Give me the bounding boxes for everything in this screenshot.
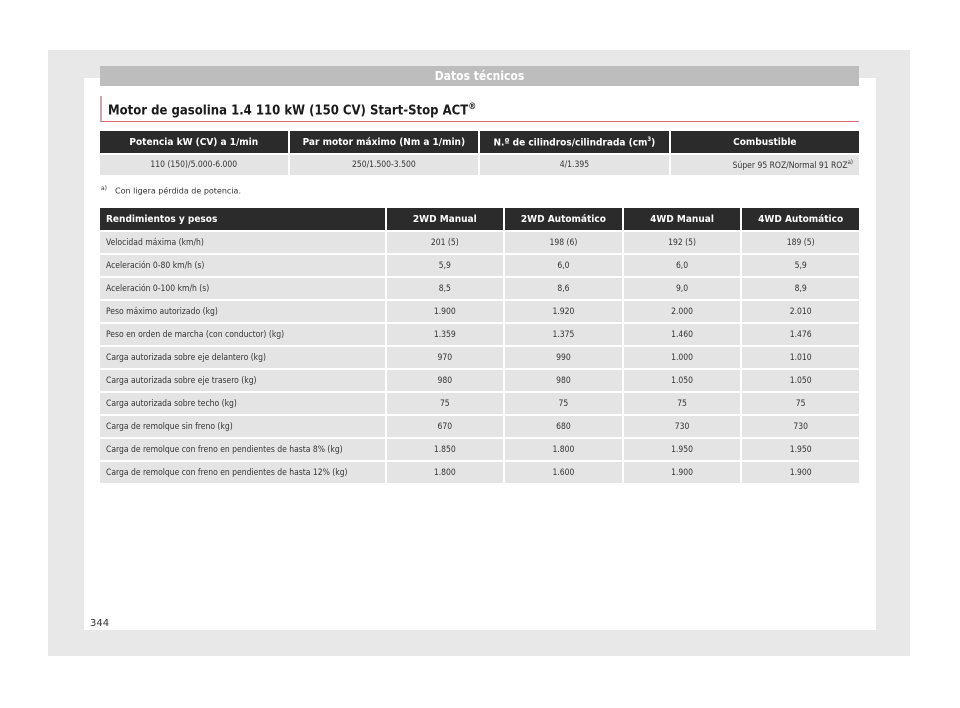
table-body	[100, 232, 859, 483]
table-row	[100, 324, 859, 345]
table-cell: 1.900	[742, 462, 859, 483]
table-cell: 5,9	[742, 255, 859, 276]
column-header-cylinders	[480, 131, 669, 153]
row-label: Carga autorizada sobre techo (kg)	[100, 393, 385, 414]
row-label: Carga autorizada sobre eje delantero (kg)	[100, 347, 385, 368]
table-cell: 1.010	[742, 347, 859, 368]
table-cell: 980	[505, 370, 622, 391]
table-row	[100, 232, 859, 253]
table-row	[100, 416, 859, 437]
performance-weights-table	[98, 206, 861, 485]
footnote-mark: a)	[101, 185, 108, 192]
column-header-4wd-manual: 4WD Manual	[624, 208, 741, 230]
column-header-2wd-auto: 2WD Automático	[505, 208, 622, 230]
table-row	[100, 462, 859, 483]
row-label: Aceleración 0-80 km/h (s)	[100, 255, 385, 276]
table-cell: 1.600	[505, 462, 622, 483]
table-cell: 1.375	[505, 324, 622, 345]
table-cell: 9,0	[624, 278, 741, 299]
table-cell: 8,6	[505, 278, 622, 299]
chapter-header: Datos técnicos	[100, 66, 859, 86]
engine-spec-table	[98, 129, 861, 177]
table-row	[100, 301, 859, 322]
table-cell: 1.800	[505, 439, 622, 460]
footnote	[101, 185, 241, 196]
table-cell: 198 (6)	[505, 232, 622, 253]
table-cell: 1.950	[624, 439, 741, 460]
table-header-row	[100, 131, 859, 153]
column-header-2wd-manual: 2WD Manual	[387, 208, 504, 230]
row-label: Velocidad máxima (km/h)	[100, 232, 385, 253]
column-header-cylinders-text: N.º de cilindros/cilindrada (cm	[493, 137, 648, 149]
fuel-text: Súper 95 ROZ/Normal 91 ROZ	[732, 160, 848, 171]
table-header-row	[100, 208, 859, 230]
table-cell: 1.850	[387, 439, 504, 460]
table-cell: 990	[505, 347, 622, 368]
table-cell: 75	[742, 393, 859, 414]
row-label: Carga autorizada sobre eje trasero (kg)	[100, 370, 385, 391]
row-label: Carga de remolque con freno en pendientes de hasta 8% (kg)	[100, 439, 385, 460]
table-row	[100, 347, 859, 368]
row-label: Peso máximo autorizado (kg)	[100, 301, 385, 322]
table-cell: 1.050	[624, 370, 741, 391]
row-label: Peso en orden de marcha (con conductor) (kg)	[100, 324, 385, 345]
table-cell: 670	[387, 416, 504, 437]
table-cell: 1.460	[624, 324, 741, 345]
table-row	[100, 370, 859, 391]
table-cell: 192 (5)	[624, 232, 741, 253]
section-title	[100, 96, 859, 122]
table-cell: 970	[387, 347, 504, 368]
table-row	[100, 439, 859, 460]
table-cell: 5,9	[387, 255, 504, 276]
table-cell: 4/1.395	[480, 155, 669, 175]
table-cell	[671, 155, 859, 175]
superscript: 3	[647, 135, 652, 143]
table-cell: 1.920	[505, 301, 622, 322]
table-cell: 189 (5)	[742, 232, 859, 253]
table-cell: 980	[387, 370, 504, 391]
table-cell: 1.359	[387, 324, 504, 345]
column-header-fuel: Combustible	[671, 131, 859, 153]
table-cell: 1.950	[742, 439, 859, 460]
table-row	[100, 393, 859, 414]
table-cell: 1.000	[624, 347, 741, 368]
table-cell: 6,0	[505, 255, 622, 276]
table-cell: 680	[505, 416, 622, 437]
table-cell: 6,0	[624, 255, 741, 276]
page-number: 344	[90, 618, 110, 629]
section-title-text: Motor de gasolina 1.4 110 kW (150 CV) Start-Stop ACT	[108, 103, 469, 119]
table-cell: 75	[505, 393, 622, 414]
table-cell: 2.010	[742, 301, 859, 322]
table-cell: 1.800	[387, 462, 504, 483]
table-row	[100, 255, 859, 276]
column-header-torque: Par motor máximo (Nm a 1/min)	[290, 131, 479, 153]
table-row	[100, 278, 859, 299]
table-cell: 75	[624, 393, 741, 414]
table-row	[100, 155, 859, 175]
table-cell: 1.476	[742, 324, 859, 345]
column-header-4wd-auto: 4WD Automático	[742, 208, 859, 230]
row-label: Aceleración 0-100 km/h (s)	[100, 278, 385, 299]
column-header-label: Rendimientos y pesos	[100, 208, 385, 230]
column-header-power: Potencia kW (CV) a 1/min	[100, 131, 288, 153]
table-cell: 8,5	[387, 278, 504, 299]
table-cell: 2.000	[624, 301, 741, 322]
footnote-text: Con ligera pérdida de potencia.	[115, 186, 241, 196]
row-label: Carga de remolque con freno en pendientes de hasta 12% (kg)	[100, 462, 385, 483]
table-cell: 201 (5)	[387, 232, 504, 253]
footnote-ref: a)	[847, 159, 853, 167]
row-label: Carga de remolque sin freno (kg)	[100, 416, 385, 437]
table-cell: 1.900	[624, 462, 741, 483]
table-cell: 1.900	[387, 301, 504, 322]
column-header-cylinders-close: )	[651, 137, 656, 149]
table-cell: 1.050	[742, 370, 859, 391]
table-cell: 110 (150)/5.000-6.000	[100, 155, 288, 175]
table-cell: 8,9	[742, 278, 859, 299]
table-cell: 75	[387, 393, 504, 414]
table-cell: 250/1.500-3.500	[290, 155, 479, 175]
registered-mark: ®	[468, 102, 477, 112]
table-cell: 730	[742, 416, 859, 437]
table-cell: 730	[624, 416, 741, 437]
